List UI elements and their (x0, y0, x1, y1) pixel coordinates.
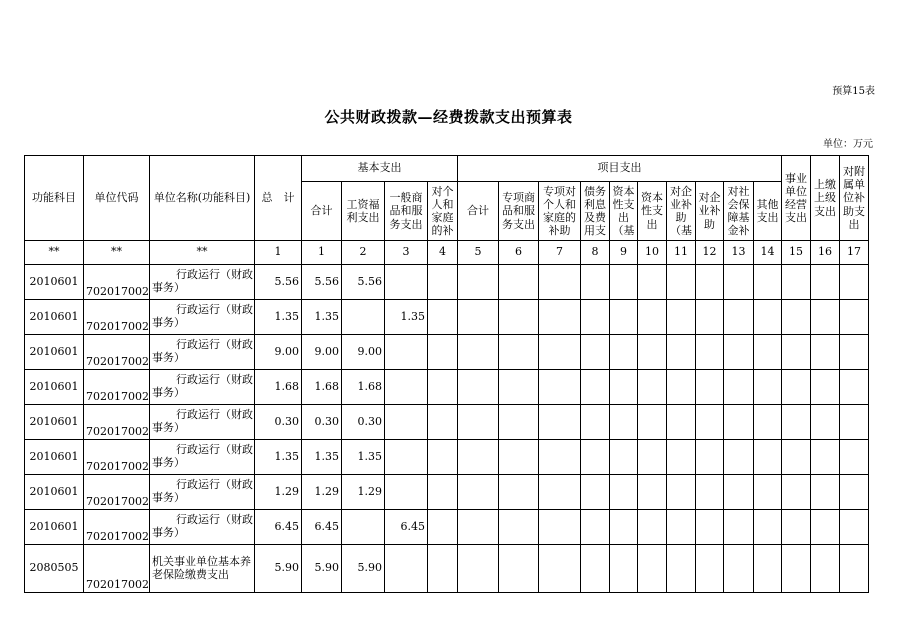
empty-cell (840, 265, 869, 300)
empty-cell (754, 405, 782, 440)
empty-cell (782, 510, 811, 545)
empty-cell (458, 545, 499, 593)
empty-cell (539, 545, 581, 593)
header-capital: 资本性支出 (638, 182, 667, 241)
header-func-code: 功能科目 (25, 156, 84, 241)
empty-cell (696, 405, 724, 440)
empty-cell (458, 405, 499, 440)
table-row (25, 440, 869, 475)
empty-cell (638, 370, 667, 405)
empty-cell (811, 440, 840, 475)
empty-cell (696, 475, 724, 510)
unit-code-cell: 702017002 (84, 510, 150, 545)
header-ent-sub: 对企业补助 (696, 182, 724, 241)
func-code-cell: 2010601 (25, 475, 84, 510)
unit-code-cell: 702017002 (84, 475, 150, 510)
empty-cell (458, 300, 499, 335)
table-row (25, 300, 869, 335)
empty-cell (610, 335, 638, 370)
basic-sum-cell: 5.90 (302, 545, 342, 593)
header-basic: 基本支出 (302, 156, 458, 182)
empty-cell (638, 545, 667, 593)
empty-cell (610, 265, 638, 300)
empty-cell (610, 405, 638, 440)
func-code-cell: 2010601 (25, 300, 84, 335)
empty-cell (458, 475, 499, 510)
index-cell: 7 (539, 241, 581, 265)
empty-cell (581, 265, 610, 300)
unit-code-cell: 702017002 (84, 300, 150, 335)
index-cell: 15 (782, 241, 811, 265)
header-upper: 上缴上级支出 (811, 156, 840, 241)
index-cell: 9 (610, 241, 638, 265)
empty-cell (667, 370, 696, 405)
unit-name-cell: 行政运行（财政事务） (150, 335, 255, 370)
header-proj-goods: 专项商品和服务支出 (499, 182, 539, 241)
empty-cell (581, 300, 610, 335)
empty-cell (667, 510, 696, 545)
empty-cell (724, 545, 754, 593)
empty-cell (499, 265, 539, 300)
table-row (25, 475, 869, 510)
empty-cell (696, 510, 724, 545)
header-debt: 债务利息及费用支 (581, 182, 610, 241)
func-code-cell: 2010601 (25, 440, 84, 475)
unit-name-cell: 行政运行（财政事务） (150, 265, 255, 300)
total-cell: 1.35 (255, 300, 302, 335)
form-number: 预算15表 (832, 86, 875, 97)
unit-code-cell: 702017002 (84, 405, 150, 440)
empty-cell (724, 265, 754, 300)
basic-sum-cell: 0.30 (302, 405, 342, 440)
wage-cell: 1.35 (342, 440, 385, 475)
basic-sum-cell: 1.29 (302, 475, 342, 510)
empty-cell (581, 475, 610, 510)
budget-table (24, 155, 869, 593)
empty-cell (581, 335, 610, 370)
empty-cell (458, 335, 499, 370)
empty-cell (539, 300, 581, 335)
empty-cell (499, 440, 539, 475)
table-row (25, 510, 869, 545)
empty-cell (840, 335, 869, 370)
header-capital-base: 资本性支出（基 (610, 182, 638, 241)
index-cell: 1 (302, 241, 342, 265)
empty-cell (696, 335, 724, 370)
index-cell: ** (84, 241, 150, 265)
table-row (25, 265, 869, 300)
index-row (25, 241, 869, 265)
empty-cell (840, 370, 869, 405)
empty-cell (811, 475, 840, 510)
basic-sum-cell: 1.35 (302, 300, 342, 335)
empty-cell (428, 335, 458, 370)
empty-cell (428, 475, 458, 510)
empty-cell (667, 405, 696, 440)
empty-cell (610, 370, 638, 405)
empty-cell (811, 265, 840, 300)
empty-cell (499, 335, 539, 370)
table-row (25, 335, 869, 370)
total-cell: 1.29 (255, 475, 302, 510)
unit-name-cell: 机关事业单位基本养老保险缴费支出 (150, 545, 255, 593)
empty-cell (428, 440, 458, 475)
empty-cell (724, 335, 754, 370)
header-ent-sub-base: 对企业补助（基 (667, 182, 696, 241)
empty-cell (840, 545, 869, 593)
empty-cell (638, 300, 667, 335)
total-cell: 6.45 (255, 510, 302, 545)
empty-cell (638, 475, 667, 510)
empty-cell (811, 300, 840, 335)
func-code-cell: 2010601 (25, 265, 84, 300)
empty-cell (840, 405, 869, 440)
empty-cell (539, 475, 581, 510)
index-cell: 12 (696, 241, 724, 265)
index-cell: 10 (638, 241, 667, 265)
empty-cell (696, 440, 724, 475)
basic-sum-cell: 1.68 (302, 370, 342, 405)
unit-code-cell: 702017002 (84, 265, 150, 300)
empty-cell (428, 300, 458, 335)
empty-cell (782, 405, 811, 440)
empty-cell (696, 300, 724, 335)
empty-cell (840, 300, 869, 335)
empty-cell (782, 265, 811, 300)
total-cell: 1.35 (255, 440, 302, 475)
empty-cell (754, 440, 782, 475)
empty-cell (428, 370, 458, 405)
unit-name-cell: 行政运行（财政事务） (150, 475, 255, 510)
wage-cell: 1.29 (342, 475, 385, 510)
unit-label: 单位：万元 (823, 139, 873, 150)
goods-cell (385, 440, 428, 475)
wage-cell: 5.90 (342, 545, 385, 593)
empty-cell (428, 545, 458, 593)
goods-cell: 6.45 (385, 510, 428, 545)
header-basic-sum: 合计 (302, 182, 342, 241)
empty-cell (811, 405, 840, 440)
total-cell: 9.00 (255, 335, 302, 370)
index-cell: 3 (385, 241, 428, 265)
goods-cell (385, 370, 428, 405)
empty-cell (840, 475, 869, 510)
empty-cell (811, 510, 840, 545)
empty-cell (458, 265, 499, 300)
empty-cell (724, 510, 754, 545)
table-row (25, 405, 869, 440)
header-affil: 对附属单位补助支出 (840, 156, 869, 241)
goods-cell (385, 265, 428, 300)
empty-cell (610, 510, 638, 545)
total-cell: 5.90 (255, 545, 302, 593)
goods-cell (385, 545, 428, 593)
unit-name-cell: 行政运行（财政事务） (150, 405, 255, 440)
unit-name-cell: 行政运行（财政事务） (150, 300, 255, 335)
empty-cell (667, 265, 696, 300)
unit-code-cell: 702017002 (84, 545, 150, 593)
empty-cell (724, 405, 754, 440)
empty-cell (667, 300, 696, 335)
basic-sum-cell: 5.56 (302, 265, 342, 300)
empty-cell (667, 440, 696, 475)
empty-cell (610, 300, 638, 335)
header-total: 总 计 (255, 156, 302, 241)
empty-cell (724, 300, 754, 335)
empty-cell (754, 300, 782, 335)
empty-cell (696, 545, 724, 593)
wage-cell: 1.68 (342, 370, 385, 405)
empty-cell (667, 335, 696, 370)
basic-sum-cell: 1.35 (302, 440, 342, 475)
empty-cell (667, 545, 696, 593)
empty-cell (458, 370, 499, 405)
index-cell: 6 (499, 241, 539, 265)
empty-cell (724, 370, 754, 405)
empty-cell (458, 440, 499, 475)
func-code-cell: 2010601 (25, 405, 84, 440)
wage-cell (342, 300, 385, 335)
empty-cell (539, 370, 581, 405)
empty-cell (499, 300, 539, 335)
wage-cell: 9.00 (342, 335, 385, 370)
empty-cell (638, 265, 667, 300)
empty-cell (539, 510, 581, 545)
empty-cell (581, 405, 610, 440)
wage-cell: 5.56 (342, 265, 385, 300)
func-code-cell: 2010601 (25, 335, 84, 370)
empty-cell (610, 545, 638, 593)
empty-cell (499, 405, 539, 440)
index-cell: ** (150, 241, 255, 265)
unit-name-cell: 行政运行（财政事务） (150, 440, 255, 475)
empty-cell (539, 265, 581, 300)
unit-code-cell: 702017002 (84, 440, 150, 475)
goods-cell (385, 335, 428, 370)
total-cell: 0.30 (255, 405, 302, 440)
empty-cell (724, 475, 754, 510)
empty-cell (499, 510, 539, 545)
page-title: 公共财政拨款—经费拨款支出预算表 (324, 108, 573, 126)
empty-cell (539, 440, 581, 475)
empty-cell (782, 440, 811, 475)
index-cell: 11 (667, 241, 696, 265)
basic-sum-cell: 6.45 (302, 510, 342, 545)
empty-cell (667, 475, 696, 510)
empty-cell (840, 440, 869, 475)
index-cell: 5 (458, 241, 499, 265)
func-code-cell: 2010601 (25, 510, 84, 545)
total-cell: 5.56 (255, 265, 302, 300)
empty-cell (782, 300, 811, 335)
empty-cell (754, 475, 782, 510)
empty-cell (754, 370, 782, 405)
empty-cell (428, 265, 458, 300)
empty-cell (499, 475, 539, 510)
empty-cell (638, 405, 667, 440)
empty-cell (696, 265, 724, 300)
empty-cell (428, 510, 458, 545)
empty-cell (581, 510, 610, 545)
empty-cell (581, 545, 610, 593)
unit-name-cell: 行政运行（财政事务） (150, 510, 255, 545)
empty-cell (458, 510, 499, 545)
empty-cell (782, 545, 811, 593)
empty-cell (840, 510, 869, 545)
header-proj-sum: 合计 (458, 182, 499, 241)
empty-cell (581, 370, 610, 405)
func-code-cell: 2080505 (25, 545, 84, 593)
header-row-1 (25, 156, 869, 182)
index-cell: 13 (724, 241, 754, 265)
empty-cell (811, 370, 840, 405)
empty-cell (638, 440, 667, 475)
empty-cell (754, 265, 782, 300)
index-cell: 14 (754, 241, 782, 265)
empty-cell (782, 335, 811, 370)
empty-cell (638, 335, 667, 370)
goods-cell (385, 405, 428, 440)
unit-code-cell: 702017002 (84, 335, 150, 370)
header-wage: 工资福利支出 (342, 182, 385, 241)
empty-cell (811, 335, 840, 370)
empty-cell (724, 440, 754, 475)
index-cell: ** (25, 241, 84, 265)
index-cell: 4 (428, 241, 458, 265)
index-cell: 1 (255, 241, 302, 265)
total-cell: 1.68 (255, 370, 302, 405)
index-cell: 16 (811, 241, 840, 265)
header-other: 其他支出 (754, 182, 782, 241)
empty-cell (696, 370, 724, 405)
index-cell: 17 (840, 241, 869, 265)
table-row (25, 370, 869, 405)
unit-code-cell: 702017002 (84, 370, 150, 405)
empty-cell (811, 545, 840, 593)
header-biz: 事业单位经营支出 (782, 156, 811, 241)
empty-cell (539, 335, 581, 370)
basic-sum-cell: 9.00 (302, 335, 342, 370)
empty-cell (754, 510, 782, 545)
empty-cell (610, 440, 638, 475)
unit-name-cell: 行政运行（财政事务） (150, 370, 255, 405)
header-unit-code: 单位代码 (84, 156, 150, 241)
header-project: 项目支出 (458, 156, 782, 182)
table-row (25, 545, 869, 593)
empty-cell (754, 335, 782, 370)
empty-cell (610, 475, 638, 510)
wage-cell (342, 510, 385, 545)
header-social: 对社会保障基金补 (724, 182, 754, 241)
header-unit-name: 单位名称(功能科目) (150, 156, 255, 241)
index-cell: 2 (342, 241, 385, 265)
goods-cell: 1.35 (385, 300, 428, 335)
empty-cell (581, 440, 610, 475)
func-code-cell: 2010601 (25, 370, 84, 405)
header-proj-personal: 专项对个人和家庭的补助 (539, 182, 581, 241)
empty-cell (539, 405, 581, 440)
empty-cell (499, 545, 539, 593)
empty-cell (428, 405, 458, 440)
empty-cell (754, 545, 782, 593)
empty-cell (782, 475, 811, 510)
empty-cell (499, 370, 539, 405)
goods-cell (385, 475, 428, 510)
empty-cell (638, 510, 667, 545)
index-cell: 8 (581, 241, 610, 265)
empty-cell (782, 370, 811, 405)
header-personal: 对个人和家庭的补 (428, 182, 458, 241)
wage-cell: 0.30 (342, 405, 385, 440)
header-goods: 一般商品和服务支出 (385, 182, 428, 241)
